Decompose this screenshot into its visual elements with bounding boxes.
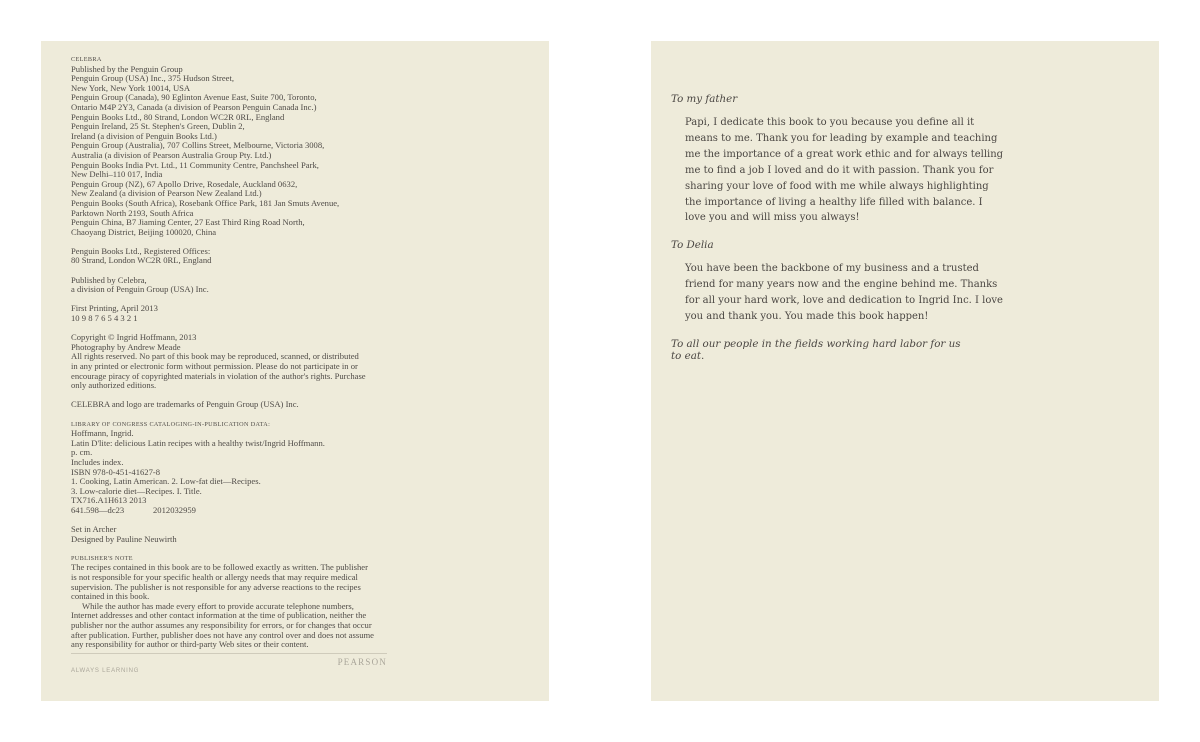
address-line: Penguin Ireland, 25 St. Stephen's Green, Dublin 2, <box>71 121 245 132</box>
dedication-line: friend for many years now and the engine behind me. Thanks <box>685 279 998 291</box>
dedication-line: Papi, I dedicate this book to you because you define all it <box>685 117 975 128</box>
published-by <box>71 276 411 295</box>
published-by-line: a division of Penguin Group (USA) Inc. <box>71 284 209 295</box>
registered-line: Penguin Books Ltd., Registered Offices: <box>71 245 211 256</box>
address-line: Penguin Group (Canada), 90 Eglinton Avenue East, Suite 700, Toronto, <box>71 92 317 103</box>
address-line: Penguin Group (NZ), 67 Apollo Drive, Rosedale, Auckland 0632, <box>71 178 298 189</box>
copyright-line: only authorized editions. <box>71 380 157 391</box>
dedication-text-delia <box>685 261 1003 325</box>
dedication-line: love you and will miss you always! <box>685 212 860 224</box>
design-credits <box>71 525 411 544</box>
pearson-logo: PEARSON <box>337 657 387 667</box>
cip-line: Includes index. <box>71 456 124 467</box>
dedication-line: you and thank you. You made this book happen! <box>685 311 929 323</box>
copyright-text-block <box>71 55 411 650</box>
address-line: Ireland (a division of Penguin Books Ltd.) <box>71 130 217 141</box>
imprint-label: CELEBRA <box>71 56 102 63</box>
printing-line: First Printing, April 2013 <box>71 303 158 314</box>
dedication-page <box>651 41 1159 701</box>
copyright-notice <box>71 333 411 391</box>
cip-data <box>71 429 411 515</box>
copyright-line: All rights reserved. No part of this book may be reproduced, scanned, or distributed <box>71 351 359 362</box>
cip-line: 1. Cooking, Latin American. 2. Low-fat diet—Recipes. <box>71 476 261 487</box>
design-line: Designed by Pauline Neuwirth <box>71 533 177 544</box>
dedication-line: me the importance of a great work ethic and for always telling <box>685 148 1004 160</box>
address-line: Penguin Group (USA) Inc., 375 Hudson Street, <box>71 73 235 84</box>
dedication-line: means to me. Thank you for leading by example and teaching <box>685 132 998 144</box>
address-line: Parktown North 2193, South Africa <box>71 207 194 218</box>
dedication-text-father <box>685 115 1004 226</box>
note-line: is not responsible for your specific health or allergy needs that may require medical <box>71 572 358 583</box>
cip-line: p. cm. <box>71 447 93 458</box>
address-line: Chaoyang District, Beijing 100020, China <box>71 226 217 237</box>
note-line: publisher nor the author assumes any responsibility for errors, or for changes that occur <box>71 620 372 631</box>
note-line: While the author has made every effort to provide accurate telephone numbers, <box>82 600 354 611</box>
address-line: New York, New York 10014, USA <box>71 82 191 93</box>
cip-line: ISBN 978-0-451-41627-8 <box>71 466 161 477</box>
cip-class: 641.598—dc23 <box>71 504 125 515</box>
note-line: Internet addresses and other contact information at the time of publication, neither the <box>71 610 367 621</box>
cip-line: Latin D'lite: delicious Latin recipes with a healthy twist/Ingrid Hoffmann. <box>71 437 325 448</box>
design-line: Set in Archer <box>71 524 117 535</box>
cip-line: 3. Low-calorie diet—Recipes. I. Title. <box>71 485 202 496</box>
note-line: after publication. Further, publisher does not have any control over and does not assume <box>71 629 374 640</box>
cip-heading: LIBRARY OF CONGRESS CATALOGING-IN-PUBLICATION DATA: <box>71 420 271 428</box>
registered-line: 80 Strand, London WC2R 0RL, England <box>71 255 212 266</box>
dedication-line: the importance of living a healthy life filled with balance. I <box>685 196 983 208</box>
address-line: Penguin Books Ltd., 80 Strand, London WC2R 0RL, England <box>71 111 285 122</box>
printing-line: 10 9 8 7 6 5 4 3 2 1 <box>71 313 138 324</box>
copyright-page <box>41 41 549 701</box>
cip-line: Hoffmann, Ingrid. <box>71 428 134 439</box>
published-by-line: Published by Celebra, <box>71 274 147 285</box>
copyright-line: in any printed or electronic form without permission. Please do not participate in or <box>71 361 358 371</box>
address-line: Penguin Group (Australia), 707 Collins Street, Melbourne, Victoria 3008, <box>71 140 325 151</box>
cip-line: TX716.A1H613 2013 <box>71 495 147 506</box>
address-line: Penguin China, B7 Jiaming Center, 27 East Third Ring Road North, <box>71 217 305 228</box>
printing-info <box>71 304 411 323</box>
copyright-line: Copyright © Ingrid Hoffmann, 2013 <box>71 332 197 343</box>
note-line: contained in this book. <box>71 591 150 602</box>
note-line: any responsibility for author or third-party Web sites or their content. <box>71 639 309 650</box>
trademark-notice: CELEBRA and logo are trademarks of Penguin Group (USA) Inc. <box>71 399 299 410</box>
publishers-note <box>71 563 411 649</box>
address-line: Published by the Penguin Group <box>71 63 183 74</box>
copyright-line: Photography by Andrew Meade <box>71 341 181 352</box>
address-line: Penguin Books India Pvt. Ltd., 11 Community Centre, Panchsheel Park, <box>71 159 319 170</box>
note-line: The recipes contained in this book are to be followed exactly as written. The publisher <box>71 562 368 573</box>
copyright-line: encourage piracy of copyrighted materials in violation of the author's rights. Purchase <box>71 370 366 381</box>
dedication-block <box>671 93 1004 372</box>
dedication-line: me to find a job I loved and do it with passion. Thank you for <box>685 164 994 176</box>
dedication-title-delia: To Delia <box>671 239 714 252</box>
footer-tagline: ALWAYS LEARNING <box>71 668 140 674</box>
dedication-line: for all your hard work, love and dedication to Ingrid Inc. I love <box>685 295 1003 307</box>
publishers-note-heading: PUBLISHER'S NOTE <box>71 554 133 562</box>
dedication-line: You have been the backbone of my business and a trusted <box>685 263 979 275</box>
address-line: New Zealand (a division of Pearson New Zealand Ltd.) <box>71 188 262 199</box>
cip-class-row <box>71 506 411 516</box>
page-footer <box>71 653 387 677</box>
dedication-field-workers: To all our people in the fields working hard labor for us to eat. <box>671 337 961 362</box>
note-line: supervision. The publisher is not responsible for any adverse reactions to the recipes <box>71 581 361 592</box>
address-line: Australia (a division of Pearson Australia Group Pty. Ltd.) <box>71 149 272 160</box>
cip-lccn: 2012032959 <box>153 504 196 515</box>
dedication-line: sharing your love of food with me while always highlighting <box>685 180 989 192</box>
dedication-title-father: To my father <box>671 93 738 105</box>
address-line: New Delhi–110 017, India <box>71 169 163 180</box>
address-line: Penguin Books (South Africa), Rosebank Office Park, 181 Jan Smuts Avenue, <box>71 197 340 208</box>
publisher-addresses <box>71 65 411 238</box>
address-line: Ontario M4P 2Y3, Canada (a division of Pearson Penguin Canada Inc.) <box>71 101 317 112</box>
registered-offices <box>71 247 411 266</box>
